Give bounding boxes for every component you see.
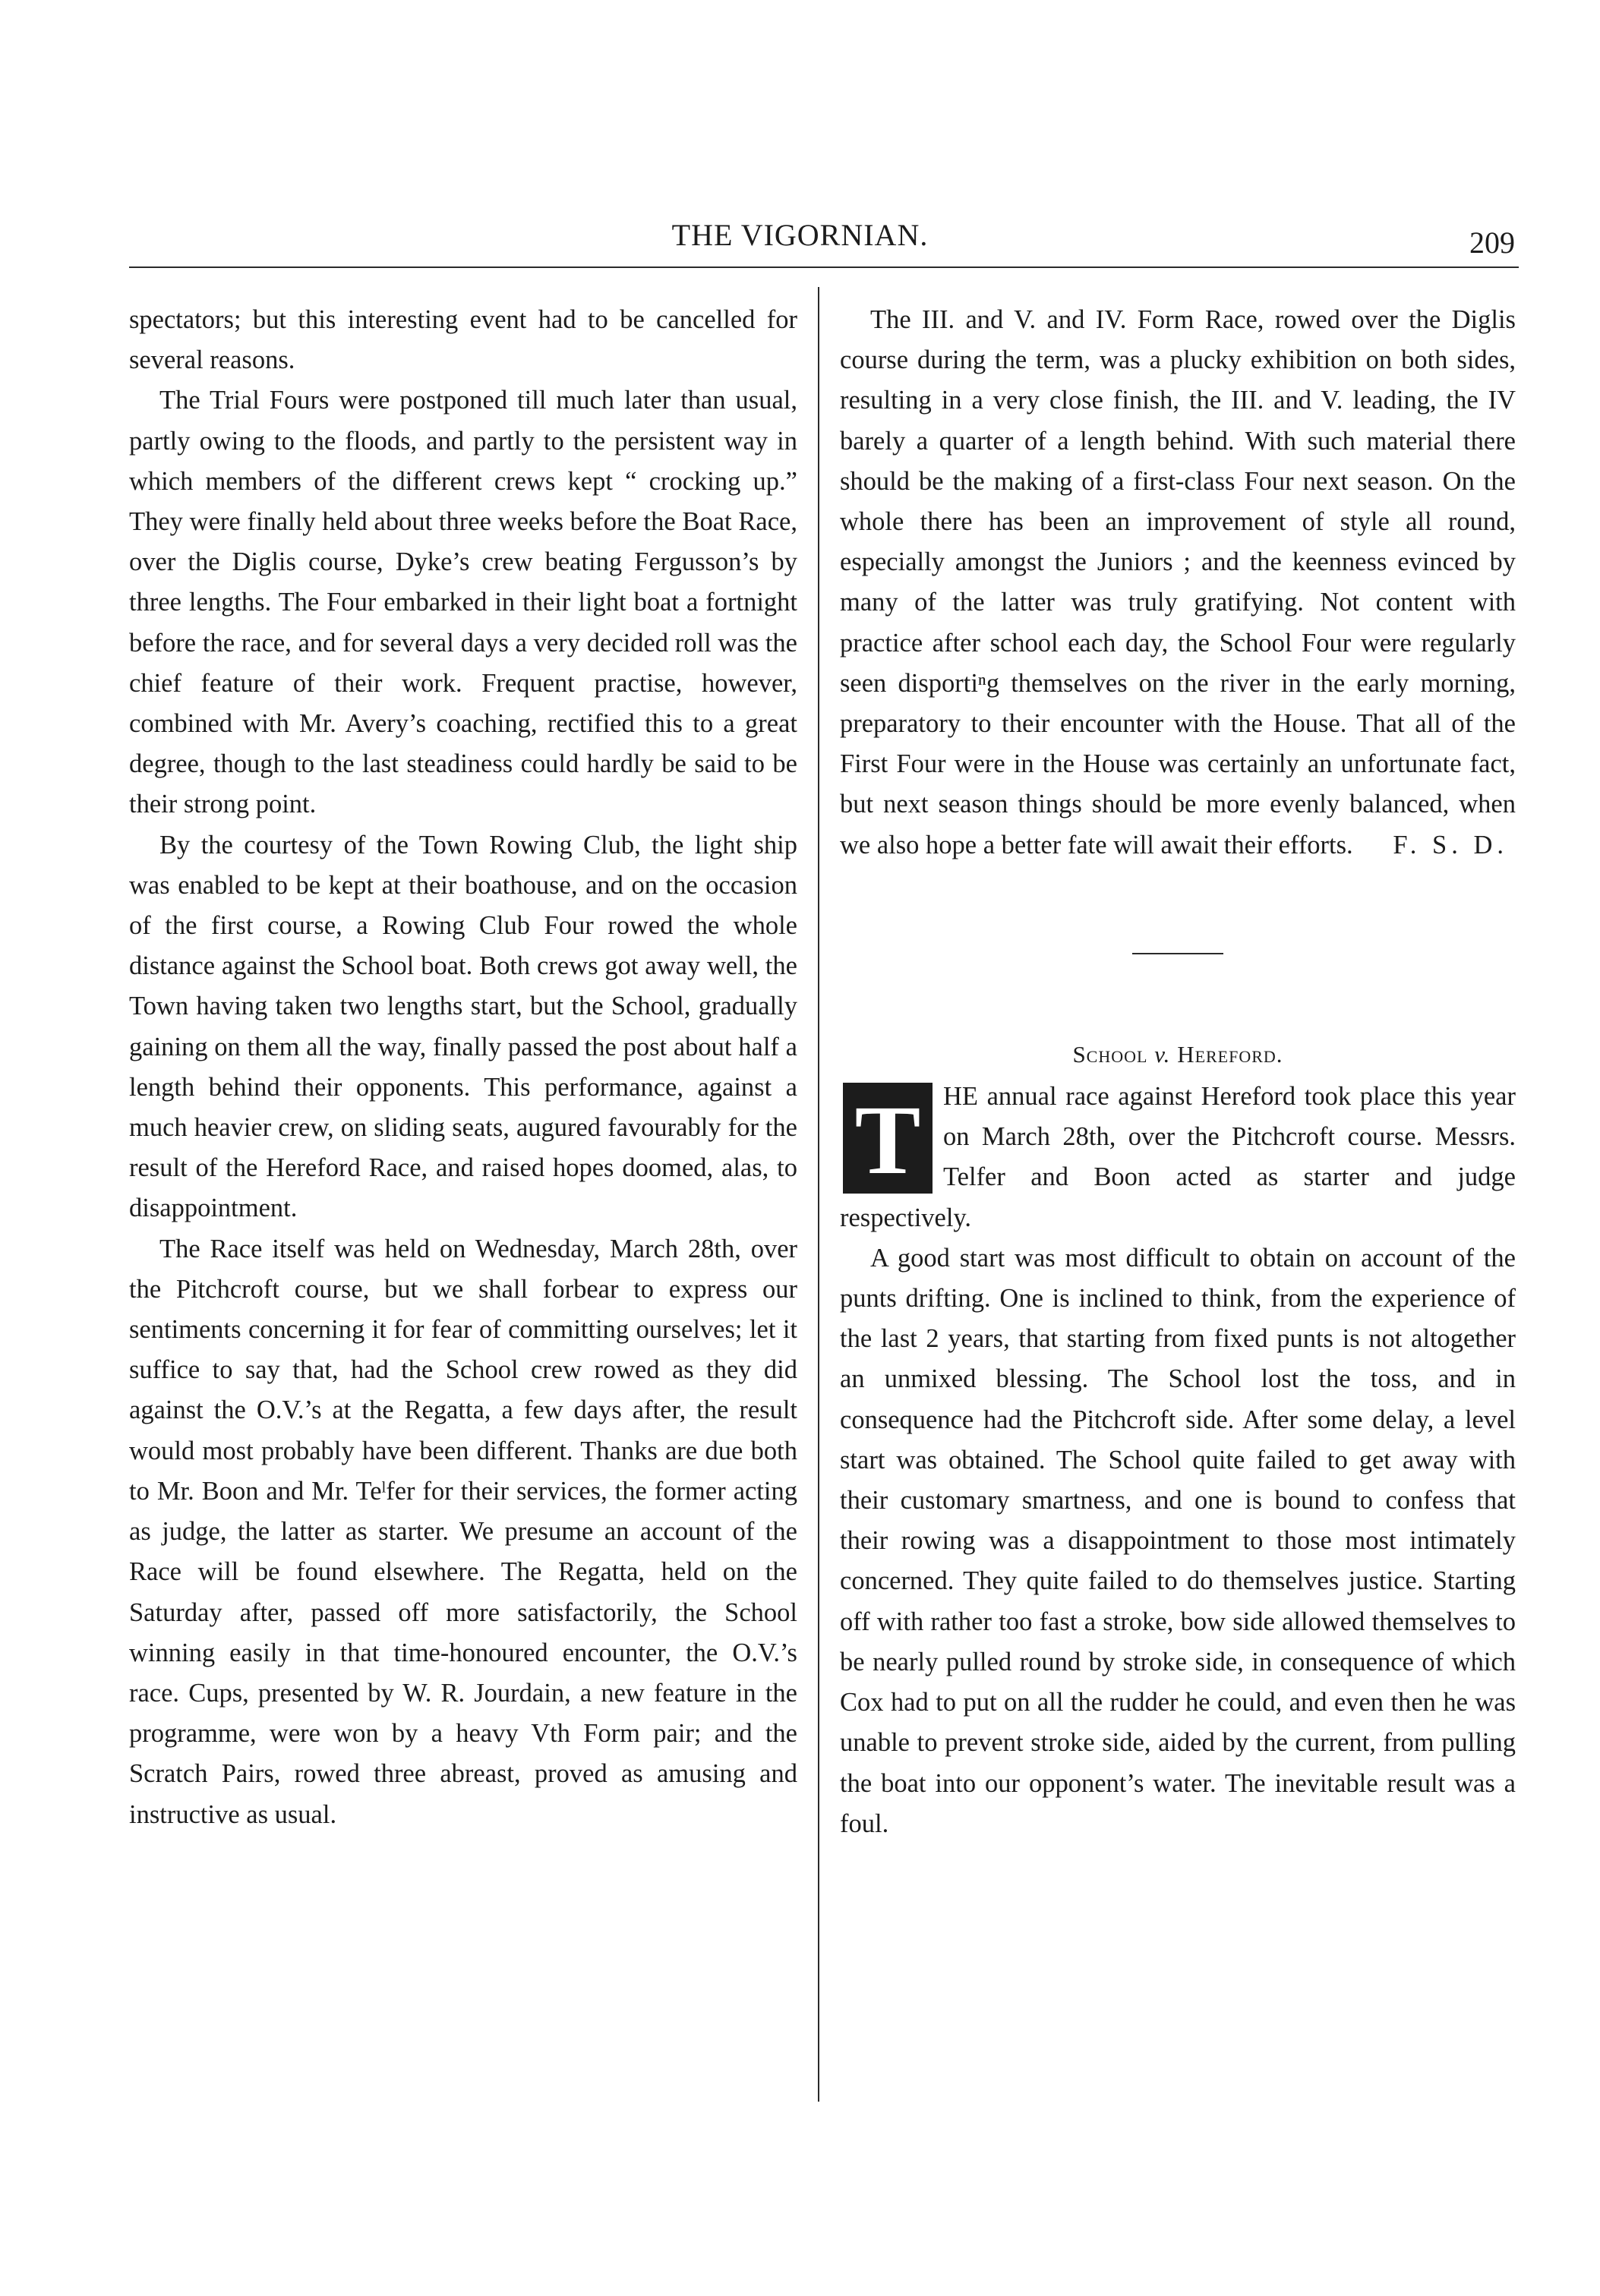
paragraph-form-race xyxy=(840,300,1516,866)
paragraph-race-and-regatta: The Race itself was held on Wednesday, March 28th, over the Pitchcroft course, but we shall forbear to express our sentiments concerning it for fear of committing ourselves; let it suffice to say that, had the School crew rowed as they did against the O.V.’s at the Regatta, a few days after, the result would most probably have been different. Thanks are due both to Mr. Boon and Mr. Teˡfer for their services, the former acting as judge, the latter as starter. We presume an account of the Race will be found elsewhere. The Regatta, held on the Saturday after, passed off more satisfactorily, the School winning easily in that time-honoured encounter, the O.V.’s race. Cups, presented by W. R. Jourdain, a new feature in the programme, were won by a heavy Vth Form pair; and the Scratch Pairs, rowed three abreast, proved as amusing and instructive as usual. xyxy=(129,1234,797,1829)
section-title xyxy=(840,1034,1516,1074)
form-race-text: The III. and V. and IV. Form Race, rowed over the Diglis course during the term, was a plucky exhibition on both sides, resulting in a very close finish, the III. and V. leading, the IV barely a quarter of a length behind. With such material there should be the making of a first-class Four next season. On the whole there has been an improvement of style all round, especially amongst the Juniors ; and the keenness evinced by many of the latter was truly gratifying. Not content with practice after school each day, the School Four were regularly seen disportiⁿg themselves on the river in the early morning, preparatory to their encounter with the House. That all of the First Four were in the House was certainly an unfortunate fact, but next season things should be more evenly balanced, when we also hope a better fate will await their efforts. xyxy=(840,305,1516,859)
column-divider xyxy=(818,287,819,2102)
left-column xyxy=(129,300,797,1835)
paragraph-town-rowing-club: By the courtesy of the Town Rowing Club, the light ship was enabled to be kept at their boathouse, and on the occasion of the first course, a Rowing Club Four rowed the whole distance against the School boat. Both crews got away well, the Town having taken two lengths start, but the School, gradually gaining on them all the way, finally passed the post about half a length behind their opponents. This performance, against a much heavier crew, on sliding seats, augured favourably for the result of the Hereford Race, and raised hopes doomed, alas, to disappointment. xyxy=(129,830,797,1223)
drop-cap-initial: T xyxy=(843,1083,933,1194)
running-head-title: THE VIGORNIAN. xyxy=(671,218,929,252)
hereford-intro-text: HE annual race against Hereford took place this year on March 28th, over the Pitchcroft course. Messrs. Telfer and Boon acted as starter and judge respectively. xyxy=(840,1082,1516,1232)
section-title-school: School xyxy=(1072,1040,1155,1068)
paragraph-hereford-race: A good start was most difficult to obtain on account of the punts drifting. One is inclined to think, from the experience of the last 2 years, that starting from fixed punts is not altogether an unmixed blessing. The School lost the toss, and in consequence had the Pitchcroft side. After some delay, a level start was obtained. The School quite failed to get away with their customary smartness, and one is bound to confess that their rowing was a disappointment to those most intimately concerned. They quite failed to do themselves justice. Starting off with rather too fast a stroke, bow side allowed themselves to be nearly pulled round by stroke side, in consequence of which Cox had to put on all the rudder he could, and even then he was unable to prevent stroke side, aided by the current, from pulling the boat into our opponent’s water. The inevitable result was a foul. xyxy=(840,1243,1516,1838)
header-rule xyxy=(129,266,1519,268)
paragraph-continued: spectators; but this interesting event had to be cancelled for several reasons. xyxy=(129,305,797,375)
right-column xyxy=(840,300,1516,1844)
section-title-versus: v. xyxy=(1154,1040,1171,1068)
author-signature: F. S. D. xyxy=(1393,830,1508,859)
page-number: 209 xyxy=(1469,226,1515,260)
section-title-hereford: Hereford. xyxy=(1170,1040,1283,1068)
paragraph-hereford-intro xyxy=(840,1077,1516,1238)
paragraph-trial-fours: The Trial Fours were postponed till much later than usual, partly owing to the floods, and partly to the persistent way in which members of the different crews kept “ crocking up.” They were finally held about three weeks before the Boat Race, over the Diglis course, Dyke’s crew beating Fergusson’s by three lengths. The Four embarked in their light boat a fortnight before the race, and for several days a very decided roll was the chief feature of their work. Frequent practise, however, combined with Mr. Avery’s coaching, rectified this to a great degree, though to the last steadiness could hardly be said to be their strong point. xyxy=(129,386,797,819)
section-separator xyxy=(1132,953,1223,954)
